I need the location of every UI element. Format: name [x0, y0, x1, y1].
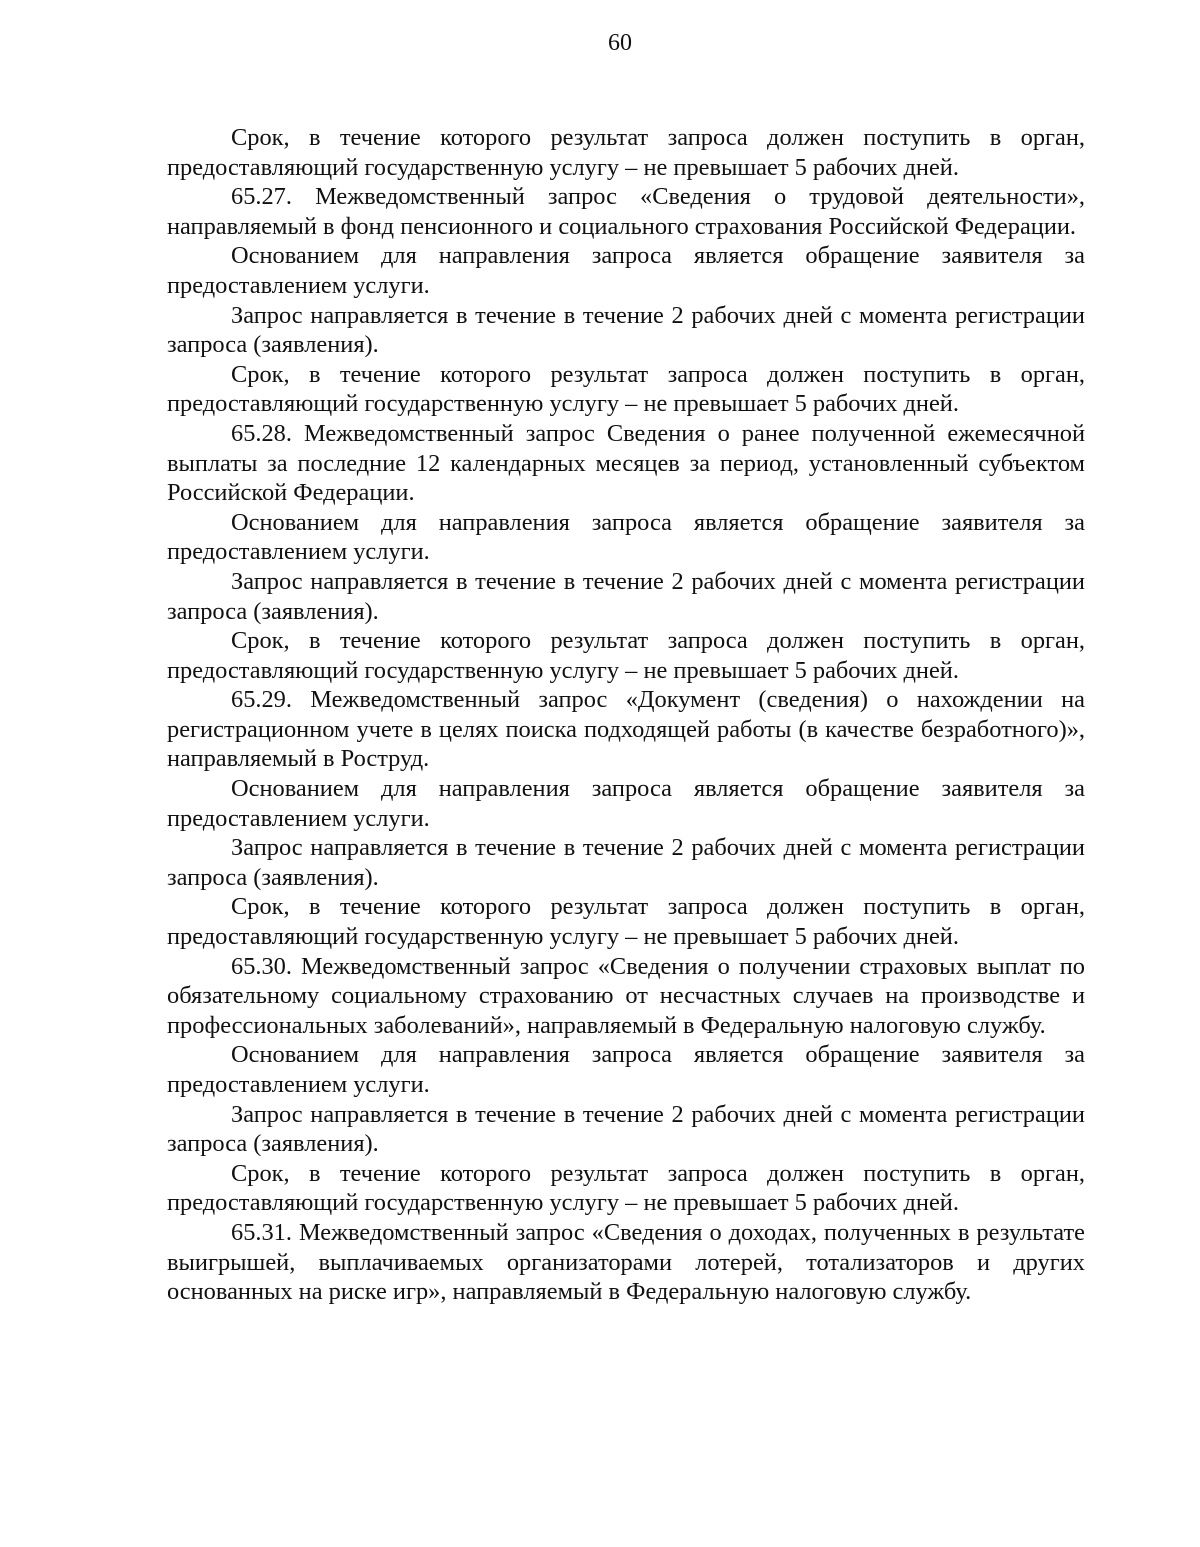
- paragraph: 65.31. Межведомственный запрос «Сведения о доходах, полученных в результате выигрышей, выплачиваемых организаторами лотерей, тотализаторов и других основанных на риске игр», направляемый в Федеральную налоговую службу.: [167, 1218, 1085, 1306]
- page-number: 60: [608, 30, 632, 56]
- paragraph: Основанием для направления запроса является обращение заявителя за предоставлением услуги.: [167, 1041, 1085, 1098]
- paragraph: Срок, в течение которого результат запроса должен поступить в орган, предоставляющий государственную услугу – не превышает 5 рабочих дней.: [167, 627, 1085, 684]
- paragraph: Запрос направляется в течение в течение 2 рабочих дней с момента регистрации запроса (заявления).: [167, 834, 1085, 891]
- paragraph: Запрос направляется в течение в течение 2 рабочих дней с момента регистрации запроса (заявления).: [167, 567, 1085, 625]
- paragraph: 65.30. Межведомственный запрос «Сведения о получении страховых выплат по обязательному социальному страхованию от несчастных случаев на производстве и профессиональных заболеваний», направляемый в Федеральную налоговую службу.: [167, 952, 1085, 1039]
- paragraph: Срок, в течение которого результат запроса должен поступить в орган, предоставляющий государственную услугу – не превышает 5 рабочих дней.: [167, 124, 1085, 181]
- paragraph: 65.28. Межведомственный запрос Сведения о ранее полученной ежемесячной выплаты за последние 12 календарных месяцев за период, установленный субъектом Российской Федерации.: [167, 419, 1085, 507]
- paragraph: Основанием для направления запроса является обращение заявителя за предоставлением услуги.: [167, 775, 1085, 832]
- document-body: [167, 123, 1085, 1307]
- paragraph: Основанием для направления запроса является обращение заявителя за предоставлением услуги.: [167, 508, 1085, 566]
- paragraph: Основанием для направления запроса является обращение заявителя за предоставлением услуги.: [167, 242, 1085, 299]
- paragraph: Срок, в течение которого результат запроса должен поступить в орган, предоставляющий государственную услугу – не превышает 5 рабочих дней.: [167, 1159, 1085, 1217]
- paragraph: Срок, в течение которого результат запроса должен поступить в орган, предоставляющий государственную услугу – не превышает 5 рабочих дней.: [167, 360, 1085, 418]
- paragraph: Запрос направляется в течение в течение 2 рабочих дней с момента регистрации запроса (заявления).: [167, 1100, 1085, 1158]
- paragraph: Срок, в течение которого результат запроса должен поступить в орган, предоставляющий государственную услугу – не превышает 5 рабочих дней.: [167, 893, 1085, 951]
- paragraph: 65.29. Межведомственный запрос «Документ (сведения) о нахождении на регистрационном учете в целях поиска подходящей работы (в качестве безработного)», направляемый в Роструд.: [167, 686, 1085, 773]
- paragraph: 65.27. Межведомственный запрос «Сведения о трудовой деятельности», направляемый в фонд пенсионного и социального страхования Российской Федерации.: [167, 183, 1085, 240]
- paragraph: Запрос направляется в течение в течение 2 рабочих дней с момента регистрации запроса (заявления).: [167, 301, 1085, 359]
